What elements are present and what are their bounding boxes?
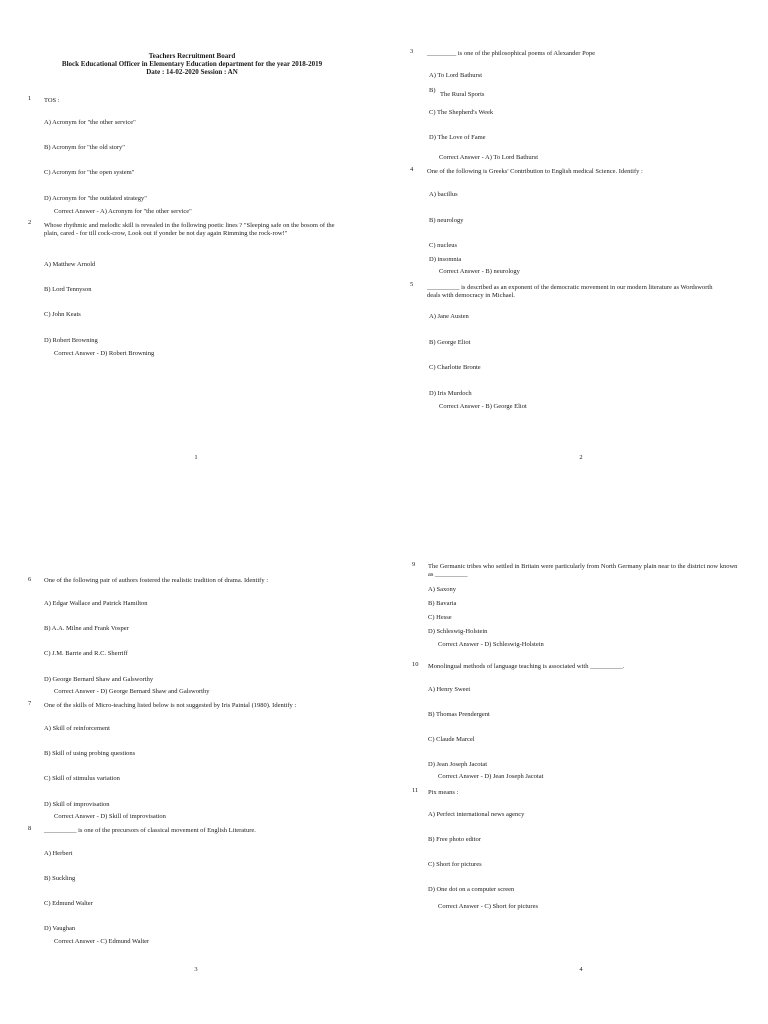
option-b: B) Thomas Prendergent [428,711,490,718]
document-page-2 [384,0,768,512]
option-a: A) Edgar Wallace and Patrick Hamilton [44,600,148,607]
option-b: B) Skill of using probing questions [44,750,136,757]
question-number: 6 [28,576,32,583]
correct-answer: Correct Answer - A) Acronym for "the other service" [54,208,192,215]
option-d: D) Iris Murdoch [429,390,472,397]
option-b: B) neurology [429,217,464,224]
option-a: A) Acronym for "the other service" [44,119,136,126]
document-page-4 [384,512,768,1024]
question-text: Monolingual methods of language teaching is associated with __________. [428,663,625,670]
question-text: TOS : [44,97,60,104]
option-c: C) Charlotte Bronte [429,364,481,371]
option-d: D) Vaughan [44,925,76,932]
header-title: Teachers Recruitment Board [148,52,236,60]
option-a: A) Henry Sweet [428,686,471,693]
question-number: 2 [28,219,32,226]
question-number: 10 [412,661,419,668]
page-number: 4 [579,966,583,973]
option-a: A) bacillus [429,191,458,198]
option-d: D) One dot on a computer screen [428,886,515,893]
option-a: A) To Lord Bathurst [429,72,483,79]
question-text: The Germanic tribes who settled in Britain were particularly from North Germany plain near to the district now known as __________ [428,563,738,578]
question-number: 3 [410,48,414,55]
page-number: 1 [194,454,198,461]
question-text: Pix means : [428,789,459,796]
question-number: 7 [28,700,32,707]
option-d: D) Robert Browning [44,337,98,344]
document-page-3 [0,512,384,1024]
header-subtitle: Block Educational Officer in Elementary Education department for the year 2018-2019 [61,60,323,68]
option-b: B) Acronym for "the old story" [44,144,125,151]
question-text: One of the following pair of authors fostered the realistic tradition of drama. Identify : [44,577,268,584]
option-b: B) George Eliot [429,339,471,346]
question-text: __________ is one of the precursors of classical movement of English Literature. [44,827,256,834]
option-c: C) John Keats [44,311,81,318]
correct-answer: Correct Answer - B) neurology [439,268,520,275]
option-d: D) Schleswig-Holstein [428,628,488,635]
option-a: A) Saxony [428,586,456,593]
question-text: One of the skills of Micro-teaching listed below is not suggested by Iris Paintal (1980). Identify : [44,702,297,709]
correct-answer: Correct Answer - D) Skill of improvisation [54,813,166,820]
option-c: C) Short for pictures [428,861,482,868]
option-d: D) insomnia [429,256,462,263]
option-a: A) Herbert [44,850,73,857]
correct-answer: Correct Answer - D) Jean Joseph Jacotat [438,773,544,780]
correct-answer: Correct Answer - D) George Bernard Shaw and Galsworthy [54,688,210,695]
option-b: B) Suckling [44,875,76,882]
header-date-session: Date : 14-02-2020 Session : AN [146,68,238,76]
option-b: B) Lord Tennyson [44,286,92,293]
option-c: C) Edmund Walter [44,900,93,907]
option-b: B) [429,87,436,94]
page-number: 2 [579,454,583,461]
option-d: D) Acronym for "the outdated strategy" [44,195,147,202]
correct-answer: Correct Answer - C) Edmund Walter [54,938,150,945]
option-d: D) George Bernard Shaw and Galsworthy [44,676,154,683]
option-c: C) Claude Marcel [428,736,475,743]
option-a: A) Skill of reinforcement [44,725,110,732]
option-b: B) Free photo editor [428,836,481,843]
option-c: C) J.M. Barrie and R.C. Sherriff [44,650,128,657]
correct-answer: Correct Answer - A) To Lord Bathurst [439,154,539,161]
document-header [0,52,384,76]
question-text: __________ is described as an exponent of the democratic movement in our modern literature as Wordsworth deals with democracy in Michael. [427,284,713,299]
correct-answer: Correct Answer - C) Short for pictures [438,903,539,910]
option-c: C) nucleus [429,242,457,249]
option-c: C) The Shepherd's Week [429,109,494,116]
question-text: One of the following is Greeks' Contribution to English medical Science. Identify : [427,168,643,175]
question-number: 1 [28,95,32,102]
question-number: 5 [410,281,414,288]
document-page-1 [0,0,384,512]
option-d: D) Skill of improvisation [44,801,110,808]
option-b: B) A.A. Milne and Frank Vosper [44,625,129,632]
option-d: D) The Love of Fame [429,134,486,141]
option-d: D) Jean Joseph Jacotat [428,761,488,768]
page-number: 3 [194,966,198,973]
question-number: 8 [28,825,32,832]
correct-answer: Correct Answer - D) Robert Browning [54,350,155,357]
option-a: A) Matthew Arnold [44,261,96,268]
option-c: C) Acronym for "the open system" [44,169,135,176]
option-b: B) Bavaria [428,600,457,607]
question-number: 11 [412,787,419,794]
option-a: A) Perfect international news agency [428,811,525,818]
question-number: 4 [410,166,414,173]
option-c: C) Skill of stimulus variation [44,775,120,782]
question-text: _________ is one of the philosophical poems of Alexander Pope [427,50,596,57]
correct-answer: Correct Answer - D) Schleswig-Holstein [438,641,544,648]
option-b-text: The Rural Sports [440,91,485,98]
option-a: A) Jane Austen [429,313,469,320]
question-text: Whose rhythmic and melodic skill is revealed in the following poetic lines ? "Sleeping safe on the bosom of the plain, cared - for till cock-crow, Look out if yonder be not day again Rimming the rock-row!" [44,222,335,237]
question-number: 9 [412,561,416,568]
correct-answer: Correct Answer - B) George Eliot [439,403,527,410]
option-c: C) Hesse [428,614,452,621]
